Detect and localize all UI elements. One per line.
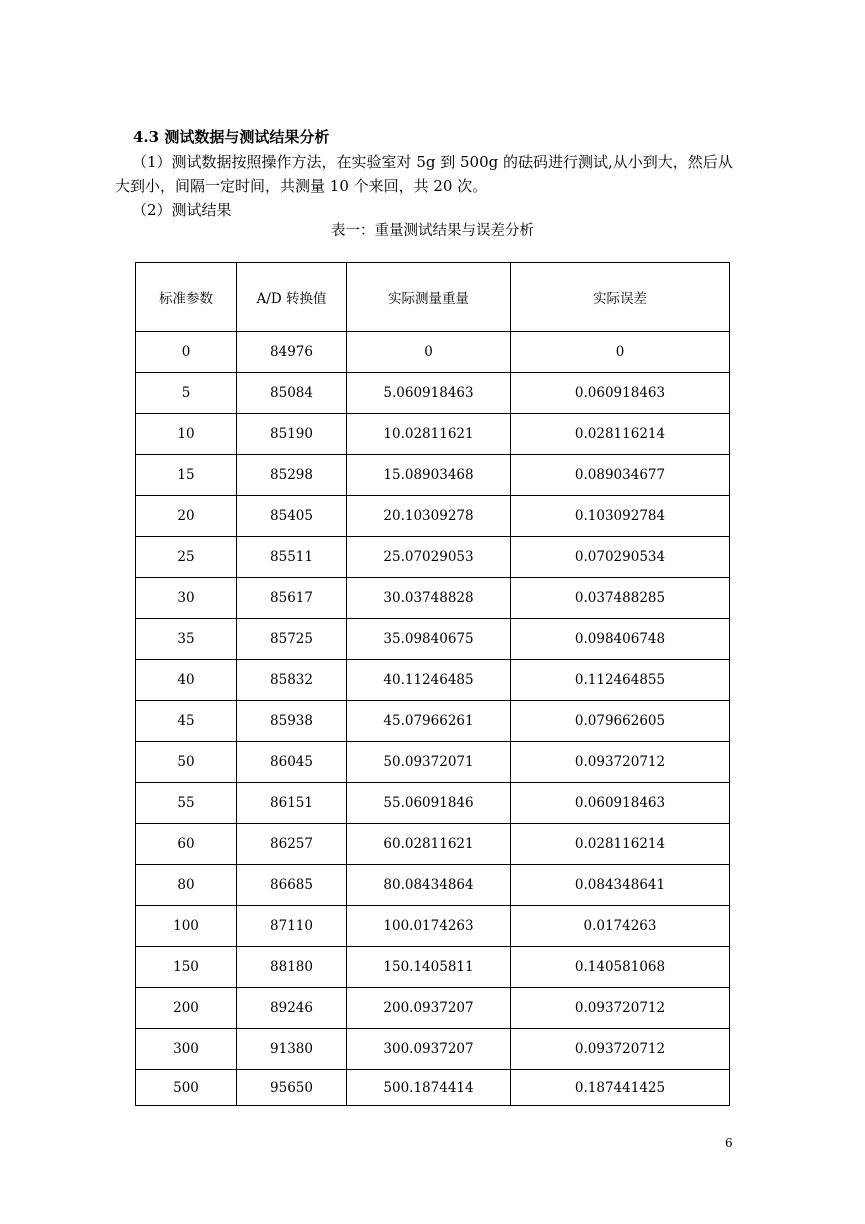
cell-actual-error: 0.140581068 <box>511 947 730 988</box>
cell-standard-param: 55 <box>136 783 237 824</box>
cell-measured-weight: 55.06091846 <box>347 783 511 824</box>
cell-ad-value: 86257 <box>237 824 347 865</box>
cell-measured-weight: 300.0937207 <box>347 1029 511 1070</box>
cell-measured-weight: 0 <box>347 332 511 373</box>
cell-ad-value: 86045 <box>237 742 347 783</box>
cell-standard-param: 5 <box>136 373 237 414</box>
table-row <box>136 578 730 619</box>
table-row <box>136 988 730 1029</box>
table-row <box>136 332 730 373</box>
cell-measured-weight: 60.02811621 <box>347 824 511 865</box>
cell-measured-weight: 50.09372071 <box>347 742 511 783</box>
paragraph-test-method: （1）测试数据按照操作方法，在实验室对 5g 到 500g 的砝码进行测试,从小到大，然后从大到小，间隔一定时间，共测量 10 个来回，共 20 次。 <box>115 153 733 195</box>
cell-actual-error: 0.070290534 <box>511 537 730 578</box>
table-row <box>136 1070 730 1106</box>
table-row <box>136 455 730 496</box>
cell-actual-error: 0.060918463 <box>511 783 730 824</box>
cell-standard-param: 500 <box>136 1070 237 1106</box>
cell-actual-error: 0.028116214 <box>511 824 730 865</box>
cell-ad-value: 87110 <box>237 906 347 947</box>
cell-ad-value: 88180 <box>237 947 347 988</box>
header-actual-error: 实际误差 <box>511 263 730 332</box>
table-row <box>136 783 730 824</box>
table-row <box>136 496 730 537</box>
table-row <box>136 906 730 947</box>
table-row <box>136 742 730 783</box>
cell-actual-error: 0.037488285 <box>511 578 730 619</box>
table-body <box>136 332 730 1106</box>
cell-measured-weight: 40.11246485 <box>347 660 511 701</box>
table-row <box>136 701 730 742</box>
cell-measured-weight: 45.07966261 <box>347 701 511 742</box>
cell-actual-error: 0.093720712 <box>511 988 730 1029</box>
cell-ad-value: 85190 <box>237 414 347 455</box>
cell-measured-weight: 80.08434864 <box>347 865 511 906</box>
cell-measured-weight: 35.09840675 <box>347 619 511 660</box>
cell-actual-error: 0 <box>511 332 730 373</box>
cell-measured-weight: 10.02811621 <box>347 414 511 455</box>
cell-ad-value: 85084 <box>237 373 347 414</box>
cell-standard-param: 20 <box>136 496 237 537</box>
table-row <box>136 865 730 906</box>
table-row <box>136 660 730 701</box>
cell-standard-param: 35 <box>136 619 237 660</box>
cell-measured-weight: 500.1874414 <box>347 1070 511 1106</box>
cell-ad-value: 85832 <box>237 660 347 701</box>
cell-actual-error: 0.079662605 <box>511 701 730 742</box>
cell-actual-error: 0.098406748 <box>511 619 730 660</box>
cell-standard-param: 50 <box>136 742 237 783</box>
cell-actual-error: 0.084348641 <box>511 865 730 906</box>
page-number: 6 <box>725 1136 733 1150</box>
cell-standard-param: 150 <box>136 947 237 988</box>
header-standard-param: 标准参数 <box>136 263 237 332</box>
cell-actual-error: 0.187441425 <box>511 1070 730 1106</box>
cell-standard-param: 0 <box>136 332 237 373</box>
cell-standard-param: 15 <box>136 455 237 496</box>
cell-measured-weight: 20.10309278 <box>347 496 511 537</box>
cell-measured-weight: 200.0937207 <box>347 988 511 1029</box>
cell-ad-value: 85511 <box>237 537 347 578</box>
results-table <box>135 262 730 1106</box>
cell-actual-error: 0.112464855 <box>511 660 730 701</box>
cell-actual-error: 0.093720712 <box>511 1029 730 1070</box>
table-row <box>136 1029 730 1070</box>
cell-actual-error: 0.0174263 <box>511 906 730 947</box>
cell-ad-value: 95650 <box>237 1070 347 1106</box>
paragraph-test-results: （2）测试结果 <box>132 201 232 219</box>
cell-measured-weight: 15.08903468 <box>347 455 511 496</box>
cell-standard-param: 40 <box>136 660 237 701</box>
table-caption: 表一：重量测试结果与误差分析 <box>331 223 534 239</box>
table-row <box>136 947 730 988</box>
cell-actual-error: 0.060918463 <box>511 373 730 414</box>
cell-ad-value: 85938 <box>237 701 347 742</box>
cell-actual-error: 0.028116214 <box>511 414 730 455</box>
cell-measured-weight: 25.07029053 <box>347 537 511 578</box>
header-ad-value: A/D 转换值 <box>237 263 347 332</box>
table-row <box>136 824 730 865</box>
table-row <box>136 414 730 455</box>
cell-ad-value: 91380 <box>237 1029 347 1070</box>
cell-standard-param: 10 <box>136 414 237 455</box>
cell-ad-value: 84976 <box>237 332 347 373</box>
cell-measured-weight: 150.1405811 <box>347 947 511 988</box>
cell-standard-param: 200 <box>136 988 237 1029</box>
table-row <box>136 373 730 414</box>
cell-ad-value: 86151 <box>237 783 347 824</box>
cell-ad-value: 89246 <box>237 988 347 1029</box>
cell-actual-error: 0.089034677 <box>511 455 730 496</box>
cell-standard-param: 80 <box>136 865 237 906</box>
cell-actual-error: 0.103092784 <box>511 496 730 537</box>
cell-ad-value: 86685 <box>237 865 347 906</box>
cell-ad-value: 85405 <box>237 496 347 537</box>
cell-measured-weight: 30.03748828 <box>347 578 511 619</box>
table-row <box>136 537 730 578</box>
cell-ad-value: 85617 <box>237 578 347 619</box>
header-measured-weight: 实际测量重量 <box>347 263 511 332</box>
section-heading: 4.3 测试数据与测试结果分析 <box>133 128 330 146</box>
cell-actual-error: 0.093720712 <box>511 742 730 783</box>
cell-ad-value: 85725 <box>237 619 347 660</box>
table-header-row <box>136 263 730 332</box>
cell-standard-param: 60 <box>136 824 237 865</box>
cell-measured-weight: 5.060918463 <box>347 373 511 414</box>
cell-standard-param: 300 <box>136 1029 237 1070</box>
cell-standard-param: 30 <box>136 578 237 619</box>
cell-standard-param: 45 <box>136 701 237 742</box>
cell-ad-value: 85298 <box>237 455 347 496</box>
table-row <box>136 619 730 660</box>
cell-standard-param: 100 <box>136 906 237 947</box>
cell-standard-param: 25 <box>136 537 237 578</box>
cell-measured-weight: 100.0174263 <box>347 906 511 947</box>
